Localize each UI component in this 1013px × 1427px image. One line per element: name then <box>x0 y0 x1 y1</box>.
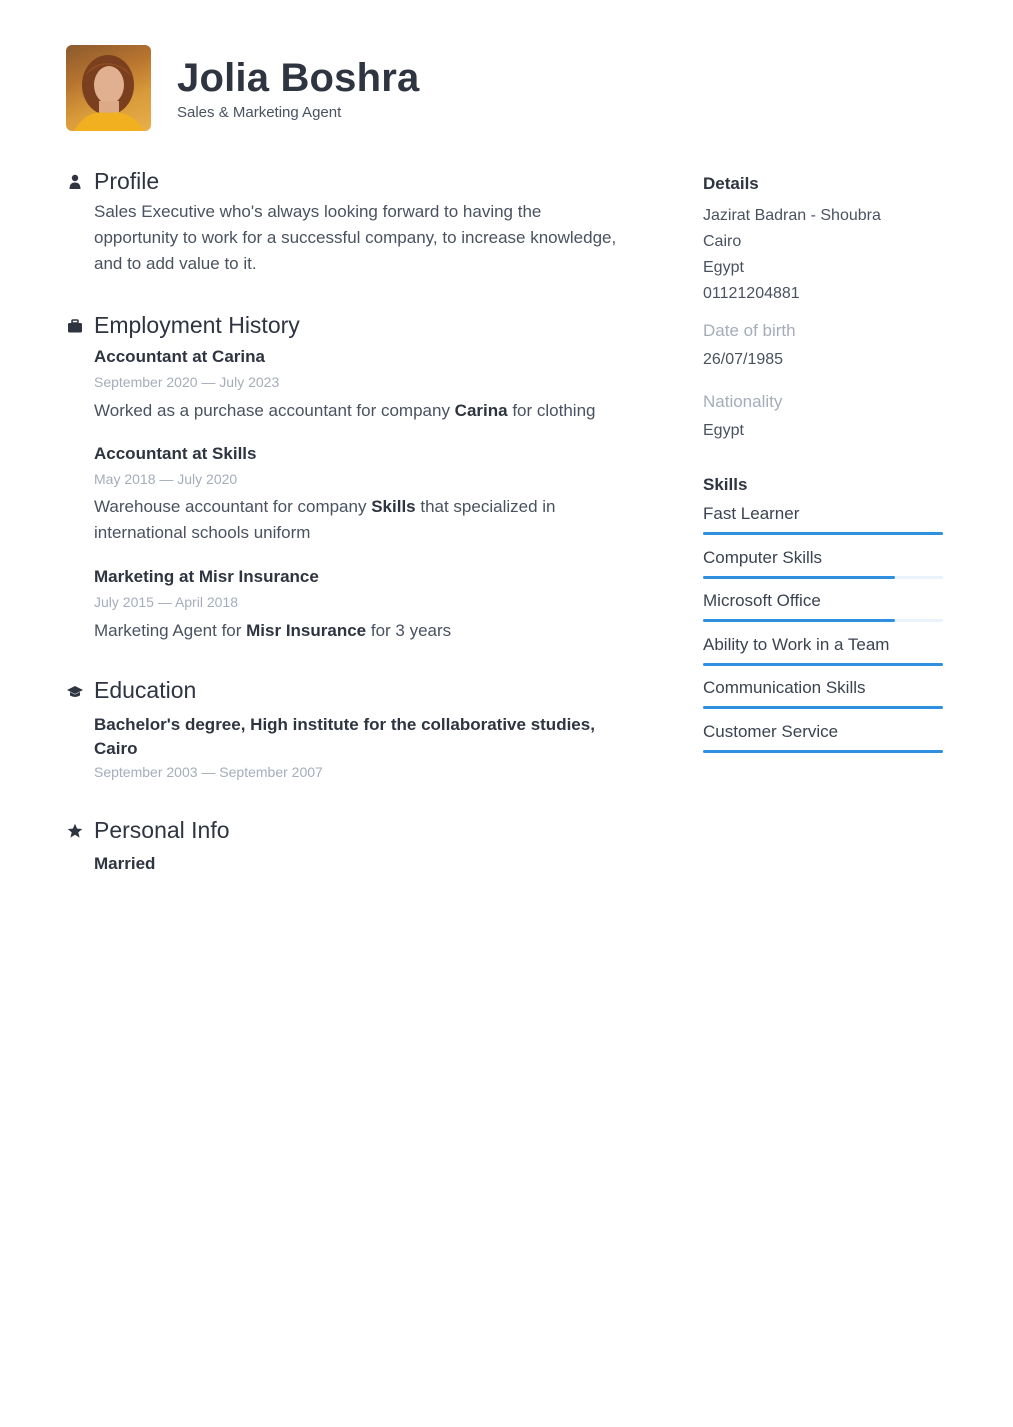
skill-name: Microsoft Office <box>703 591 821 610</box>
marital-status: Married <box>94 854 156 873</box>
address-line: Jazirat Badran - Shoubra <box>703 207 881 224</box>
skill-level-bar <box>703 706 943 709</box>
education-heading: Education <box>94 677 197 703</box>
job-1-dates: September 2020 — July 2023 <box>94 374 280 390</box>
skill-item <box>703 548 943 592</box>
dob-label: Date of birth <box>703 321 796 340</box>
job-2-description: Warehouse accountant for company Skills that specialized in international schools uniform <box>94 497 556 542</box>
education-dates: September 2003 — September 2007 <box>94 764 323 780</box>
job-1-description: Worked as a purchase accountant for company Carina for clothing <box>94 401 596 420</box>
job-2-title: Accountant at Skills <box>94 444 257 463</box>
address-line: Egypt <box>703 259 744 276</box>
job-2-dates: May 2018 — July 2020 <box>94 471 238 487</box>
profile-heading: Profile <box>94 168 160 194</box>
skill-item <box>703 504 943 548</box>
details-heading: Details <box>703 174 759 193</box>
phone-number: 01121204881 <box>703 285 800 302</box>
address-line: Cairo <box>703 233 742 250</box>
avatar <box>66 45 151 131</box>
profile-line: opportunity to work for a successful company, to increase knowledge, <box>94 228 617 247</box>
dob-value: 26/07/1985 <box>703 351 784 368</box>
person-icon <box>66 173 84 191</box>
skill-level-bar <box>703 576 943 579</box>
employment-heading: Employment History <box>94 312 300 338</box>
skill-item <box>703 678 943 722</box>
skill-item <box>703 591 943 635</box>
profile-text <box>94 199 616 277</box>
skill-level-bar <box>703 532 943 535</box>
job-3-title: Marketing at Misr Insurance <box>94 567 319 586</box>
skill-level-bar <box>703 619 943 622</box>
education-degree: Bachelor's degree, High institute for the collaborative studies, Cairo <box>94 715 595 758</box>
job-3-dates: July 2015 — April 2018 <box>94 594 238 610</box>
graduation-cap-icon <box>66 683 84 701</box>
skill-item <box>703 635 943 679</box>
nationality-label: Nationality <box>703 392 783 411</box>
job-1-title: Accountant at Carina <box>94 347 265 366</box>
skills-list <box>703 504 943 765</box>
address-block <box>703 203 881 307</box>
personal-info-heading: Personal Info <box>94 817 230 843</box>
skill-level-bar <box>703 750 943 753</box>
skill-name: Ability to Work in a Team <box>703 634 890 654</box>
nationality-value: Egypt <box>703 422 744 439</box>
skill-item <box>703 722 943 766</box>
skill-name: Customer Service <box>703 721 839 741</box>
skill-name: Communication Skills <box>703 678 866 697</box>
profile-line: and to add value to it. <box>94 254 257 273</box>
skill-level-bar <box>703 663 943 666</box>
star-icon <box>66 822 84 840</box>
skill-name: Computer Skills <box>703 547 823 567</box>
candidate-job-title: Sales & Marketing Agent <box>177 104 342 121</box>
candidate-name: Jolia Boshra <box>177 56 420 100</box>
skills-heading: Skills <box>703 475 748 494</box>
profile-line: Sales Executive who's always looking forward to having the <box>94 202 542 221</box>
skill-name: Fast Learner <box>703 504 800 523</box>
job-3-description: Marketing Agent for Misr Insurance for 3 years <box>94 621 452 640</box>
briefcase-icon <box>66 317 84 335</box>
